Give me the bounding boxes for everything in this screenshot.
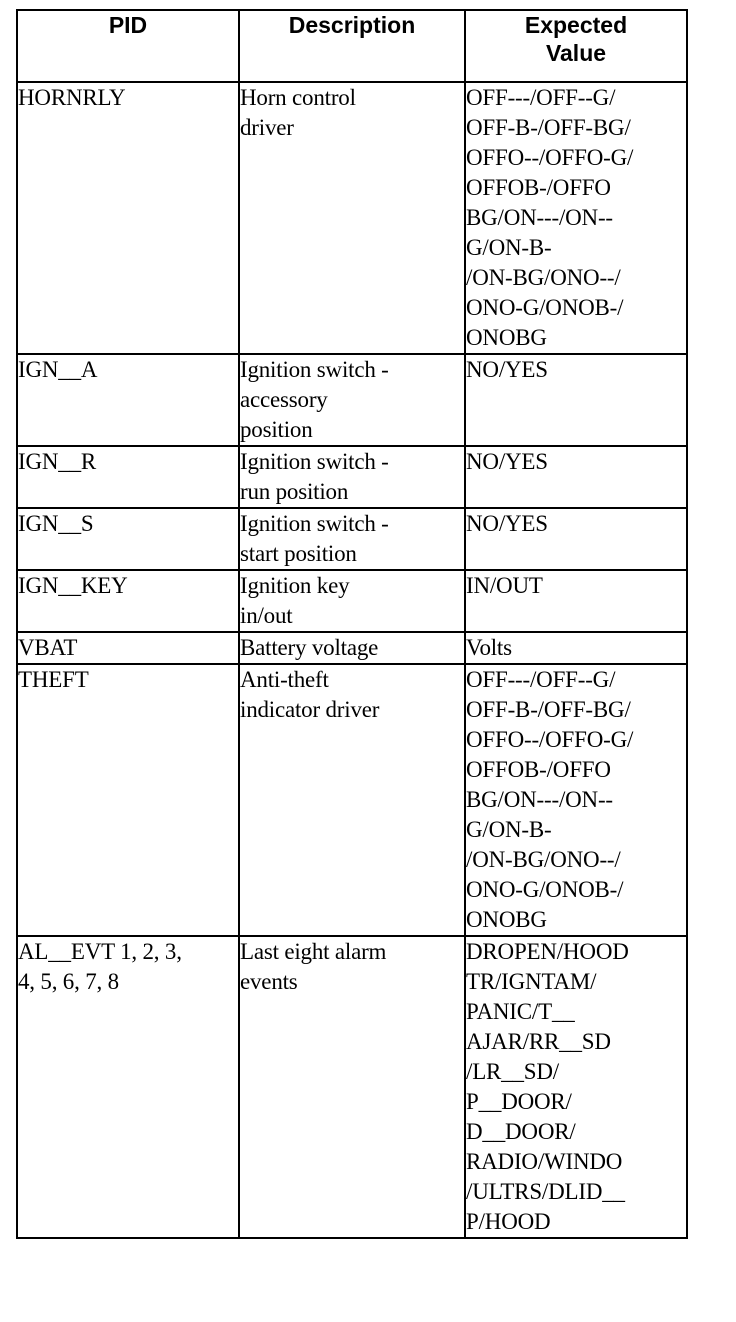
description-cell-line: Ignition key <box>240 573 350 598</box>
pid-cell <box>17 570 239 632</box>
expected-value-cell-line: AJAR/RR__SD <box>466 1029 611 1054</box>
expected-value-cell-line: G/ON-B- <box>466 235 552 260</box>
description-cell <box>239 936 465 1238</box>
expected-value-cell-line: /ON-BG/ONO--/ <box>466 265 621 290</box>
pid-cell-line: VBAT <box>18 635 78 660</box>
table-row <box>17 446 687 508</box>
expected-value-cell-line: BG/ON---/ON-- <box>466 205 613 230</box>
description-cell <box>239 82 465 354</box>
description-cell-line: Horn control <box>240 85 356 110</box>
table-row <box>17 632 687 664</box>
description-cell-line: Battery voltage <box>240 635 379 660</box>
description-cell-line: events <box>240 969 298 994</box>
table-header-row <box>17 10 687 82</box>
expected-value-cell-line: D__DOOR/ <box>466 1119 576 1144</box>
description-cell-line: Ignition switch - <box>240 357 389 382</box>
expected-value-cell-line: NO/YES <box>466 449 548 474</box>
expected-value-cell <box>465 508 687 570</box>
column-header-description: Description <box>239 10 465 82</box>
table-row <box>17 82 687 354</box>
expected-value-cell-line: TR/IGNTAM/ <box>466 969 597 994</box>
pid-table <box>16 9 688 1239</box>
description-cell-line: Ignition switch - <box>240 511 389 536</box>
column-header-expected-value: Expected Value <box>465 10 687 82</box>
expected-value-cell-line: Volts <box>466 635 512 660</box>
table-row <box>17 508 687 570</box>
expected-value-cell-line: /ON-BG/ONO--/ <box>466 847 621 872</box>
expected-value-cell-line: OFF-B-/OFF-BG/ <box>466 115 631 140</box>
expected-value-cell-line: RADIO/WINDO <box>466 1149 623 1174</box>
expected-value-cell-line: ONO-G/ONOB-/ <box>466 877 624 902</box>
description-cell <box>239 570 465 632</box>
pid-cell-line: IGN__S <box>18 511 94 536</box>
expected-value-cell <box>465 82 687 354</box>
table-body <box>17 82 687 1238</box>
pid-cell-line: AL__EVT 1, 2, 3, <box>18 939 182 964</box>
description-cell-line: driver <box>240 115 294 140</box>
expected-value-cell-line: /LR__SD/ <box>466 1059 559 1084</box>
expected-value-cell-line: OFF-B-/OFF-BG/ <box>466 697 631 722</box>
expected-value-cell <box>465 632 687 664</box>
table-row <box>17 570 687 632</box>
description-cell-line: indicator driver <box>240 697 380 722</box>
table-row <box>17 354 687 446</box>
description-cell-line: accessory <box>240 387 328 412</box>
expected-value-cell-line: NO/YES <box>466 511 548 536</box>
expected-value-cell <box>465 446 687 508</box>
expected-value-cell-line: P/HOOD <box>466 1209 551 1234</box>
expected-value-cell-line: NO/YES <box>466 357 548 382</box>
expected-value-cell-line: OFFOB-/OFFO <box>466 175 611 200</box>
expected-value-cell-line: OFF---/OFF--G/ <box>466 667 616 692</box>
description-cell <box>239 664 465 936</box>
pid-cell-line: HORNRLY <box>18 85 126 110</box>
pid-cell <box>17 508 239 570</box>
expected-value-cell-line: OFFOB-/OFFO <box>466 757 611 782</box>
table-row <box>17 936 687 1238</box>
expected-value-cell-line: BG/ON---/ON-- <box>466 787 613 812</box>
expected-value-cell-line: ONO-G/ONOB-/ <box>466 295 624 320</box>
expected-value-cell <box>465 664 687 936</box>
description-cell-line: in/out <box>240 603 293 628</box>
expected-value-cell-line: /ULTRS/DLID__ <box>466 1179 625 1204</box>
pid-cell-line: THEFT <box>18 667 89 692</box>
description-cell <box>239 354 465 446</box>
expected-value-cell-line: P__DOOR/ <box>466 1089 572 1114</box>
description-cell <box>239 446 465 508</box>
description-cell <box>239 632 465 664</box>
description-cell-line: Anti-theft <box>240 667 329 692</box>
expected-value-cell <box>465 354 687 446</box>
expected-value-cell <box>465 570 687 632</box>
expected-value-cell-line: ONOBG <box>466 325 547 350</box>
expected-value-cell-line: ONOBG <box>466 907 547 932</box>
expected-value-cell-line: DROPEN/HOOD <box>466 939 629 964</box>
pid-cell-line: IGN__R <box>18 449 97 474</box>
pid-cell <box>17 632 239 664</box>
pid-cell <box>17 446 239 508</box>
pid-cell-line: IGN__A <box>18 357 98 382</box>
expected-value-cell-line: OFFO--/OFFO-G/ <box>466 145 634 170</box>
pid-cell <box>17 664 239 936</box>
table-row <box>17 664 687 936</box>
description-cell-line: run position <box>240 479 349 504</box>
pid-cell <box>17 936 239 1238</box>
expected-value-cell-line: G/ON-B- <box>466 817 552 842</box>
description-cell-line: Ignition switch - <box>240 449 389 474</box>
pid-cell <box>17 354 239 446</box>
pid-cell-line: IGN__KEY <box>18 573 128 598</box>
description-cell-line: position <box>240 417 313 442</box>
expected-value-cell-line: PANIC/T__ <box>466 999 575 1024</box>
expected-value-cell-line: IN/OUT <box>466 573 543 598</box>
pid-cell <box>17 82 239 354</box>
description-cell-line: start position <box>240 541 357 566</box>
description-cell-line: Last eight alarm <box>240 939 387 964</box>
pid-cell-line: 4, 5, 6, 7, 8 <box>18 969 119 994</box>
expected-value-cell <box>465 936 687 1238</box>
expected-value-cell-line: OFFO--/OFFO-G/ <box>466 727 634 752</box>
description-cell <box>239 508 465 570</box>
expected-value-cell-line: OFF---/OFF--G/ <box>466 85 616 110</box>
column-header-pid: PID <box>17 10 239 82</box>
